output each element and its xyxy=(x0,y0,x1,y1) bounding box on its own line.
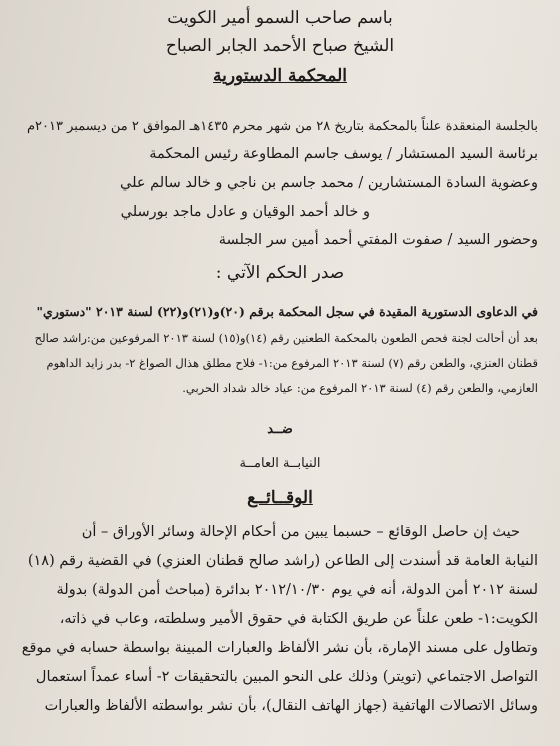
facts-line: التواصل الاجتماعي (تويتر) وذلك على النحو المبين بالتحقيقات ٢- أساء عمداً استعمال xyxy=(35,669,538,685)
header-line-2: الشيخ صباح الأحمد الجابر الصباح xyxy=(165,36,395,56)
respondent: النيابــة العامــة xyxy=(239,456,321,471)
ruling-intro: صدر الحكم الآتي : xyxy=(215,263,345,283)
case-line-3: العازمي، والطعن رقم (٤) لسنة ٢٠١٣ المرفوع من: عياد خالد شداد الحربي. xyxy=(182,381,538,395)
session-attendance: وحضور السيد / صفوت المفتي أحمد أمين سر الجلسة xyxy=(218,232,538,248)
case-line-1: بعد أن أحالت لجنة فحص الطعون بالمحكمة الطعنين رقم (١٤)و(١٥) لسنة ٢٠١٣ المرفوعين من:راشد صالح xyxy=(34,331,538,345)
facts-line: الكويت:١- طعن علناً عن طريق الكتابة في حقوق الأمير وسلطته، وعاب في ذاته، xyxy=(59,611,538,627)
facts-line: وتطاول على مسند الإمارة، بأن نشر الألفاظ والعبارات المبينة بواسطة حسابه في موقع xyxy=(21,640,538,656)
header-line-1: باسم صاحب السمو أمير الكويت xyxy=(167,8,393,28)
session-members-2: و خالد أحمد الوقيان و عادل ماجد بورسلي xyxy=(120,204,370,220)
facts-line: لسنة ٢٠١٢ أمن الدولة، أنه في يوم ٢٠١٢/١٠/٣٠ بدائرة (مباحث أمن الدولة) بدولة xyxy=(56,582,538,598)
facts-title: الوقــائــع xyxy=(247,488,313,508)
facts-line: وسائل الاتصالات الهاتفية (جهاز الهاتف النقال)، بأن نشر بواسطته الألفاظ والعبارات xyxy=(44,698,538,714)
case-title: في الدعاوى الدستورية المقيدة في سجل المحكمة برقم (٢٠)و(٢١)و(٢٢) لسنة ٢٠١٣ "دستوري" xyxy=(36,304,538,319)
against-label: ضــد xyxy=(267,422,293,437)
session-date: بالجلسة المنعقدة علناً بالمحكمة بتاريخ ٢٨ من شهر محرم ١٤٣٥هـ الموافق ٢ من ديسمبر ٢٠١٣م xyxy=(26,119,538,134)
session-presidency: برئاسة السيد المستشار / يوسف جاسم المطاوعة رئيس المحكمة xyxy=(149,146,538,162)
case-line-2: قطنان العنزي، والطعن رقم (٧) لسنة ٢٠١٣ المرفوع من:١- فلاح مطلق هذال الصواغ ٢- بدر زايد الداهوم xyxy=(46,356,538,370)
facts-line: حيث إن حاصل الوقائع – حسبما يبين من أحكام الإحالة وسائر الأوراق – أن xyxy=(81,524,520,540)
facts-line: النيابة العامة قد أسندت إلى الطاعن (راشد صالح قطنان العنزي) في القضية رقم (١٨) xyxy=(27,553,538,569)
court-name: المحكمة الدستورية xyxy=(213,66,347,86)
session-members-1: وعضوية السادة المستشارين / محمد جاسم بن ناجي و خالد سالم علي xyxy=(119,175,538,191)
